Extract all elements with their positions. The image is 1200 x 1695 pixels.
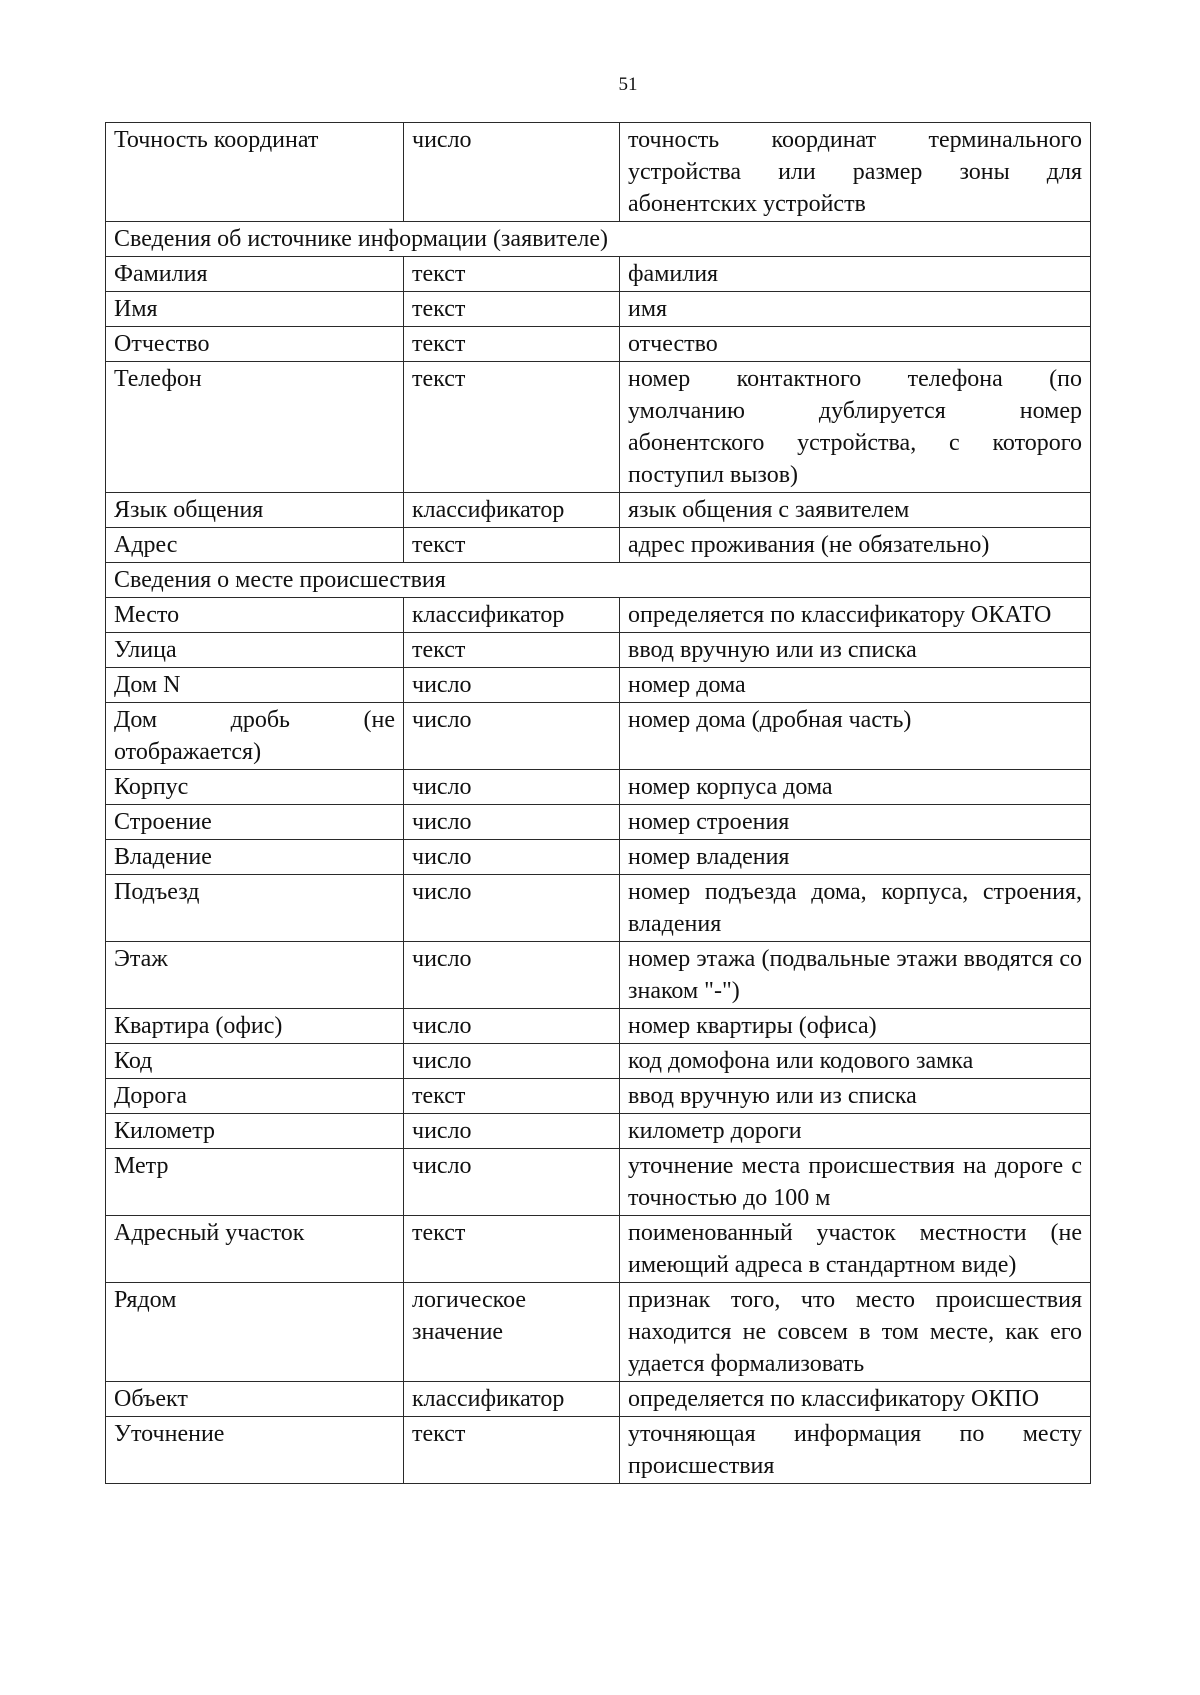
data-type-cell: текст	[404, 1417, 620, 1484]
table-row	[106, 493, 1091, 528]
data-type-cell: число	[404, 1009, 620, 1044]
section-title: Сведения о месте происшествия	[106, 563, 1091, 598]
data-type-cell: текст	[404, 528, 620, 563]
table-row	[106, 633, 1091, 668]
data-type-cell: число	[404, 840, 620, 875]
description-cell: километр дороги	[620, 1114, 1091, 1149]
field-name-cell: Строение	[106, 805, 404, 840]
table-row	[106, 805, 1091, 840]
description-cell: поименованный участок местности (не имеющий адреса в стандартном виде)	[620, 1216, 1091, 1283]
table-row	[106, 123, 1091, 222]
table-row	[106, 362, 1091, 493]
table-row	[106, 1009, 1091, 1044]
field-name-cell: Дом N	[106, 668, 404, 703]
description-cell: язык общения с заявителем	[620, 493, 1091, 528]
field-name-cell: Фамилия	[106, 257, 404, 292]
description-cell: номер этажа (подвальные этажи вводятся со знаком "-")	[620, 942, 1091, 1009]
table-row	[106, 942, 1091, 1009]
table-row	[106, 1114, 1091, 1149]
description-cell: точность координат терминального устройства или размер зоны для абонентских устройств	[620, 123, 1091, 222]
description-cell: отчество	[620, 327, 1091, 362]
data-type-cell: классификатор	[404, 598, 620, 633]
description-cell: адрес проживания (не обязательно)	[620, 528, 1091, 563]
field-name-cell: Точность координат	[106, 123, 404, 222]
section-header-row	[106, 222, 1091, 257]
table-row	[106, 840, 1091, 875]
table-row	[106, 875, 1091, 942]
data-type-cell: текст	[404, 633, 620, 668]
data-type-cell: число	[404, 942, 620, 1009]
section-header-row	[106, 563, 1091, 598]
data-type-cell: число	[404, 123, 620, 222]
attributes-table-body	[106, 123, 1091, 1484]
field-name-cell: Улица	[106, 633, 404, 668]
field-name-cell: Язык общения	[106, 493, 404, 528]
description-cell: номер контактного телефона (по умолчанию дублируется номер абонентского устройства, с которого поступил вызов)	[620, 362, 1091, 493]
data-type-cell: логическое значение	[404, 1283, 620, 1382]
field-name-cell: Дом дробь (не отображается)	[106, 703, 404, 770]
description-cell: уточнение места происшествия на дороге с точностью до 100 м	[620, 1149, 1091, 1216]
field-name-cell: Имя	[106, 292, 404, 327]
data-type-cell: число	[404, 703, 620, 770]
field-name-cell: Квартира (офис)	[106, 1009, 404, 1044]
field-name-cell: Километр	[106, 1114, 404, 1149]
attributes-table	[105, 122, 1091, 1484]
data-type-cell: классификатор	[404, 493, 620, 528]
description-cell: уточняющая информация по месту происшествия	[620, 1417, 1091, 1484]
field-name-cell: Код	[106, 1044, 404, 1079]
description-cell: определяется по классификатору ОКАТО	[620, 598, 1091, 633]
field-name-cell: Адрес	[106, 528, 404, 563]
description-cell: фамилия	[620, 257, 1091, 292]
table-row	[106, 1149, 1091, 1216]
data-type-cell: число	[404, 1114, 620, 1149]
table-row	[106, 668, 1091, 703]
data-type-cell: текст	[404, 327, 620, 362]
description-cell: номер корпуса дома	[620, 770, 1091, 805]
data-type-cell: текст	[404, 1216, 620, 1283]
page-number: 51	[618, 74, 638, 95]
description-cell: определяется по классификатору ОКПО	[620, 1382, 1091, 1417]
data-type-cell: текст	[404, 292, 620, 327]
field-name-cell: Рядом	[106, 1283, 404, 1382]
table-row	[106, 703, 1091, 770]
description-cell: номер дома	[620, 668, 1091, 703]
table-row	[106, 528, 1091, 563]
field-name-cell: Метр	[106, 1149, 404, 1216]
field-name-cell: Место	[106, 598, 404, 633]
table-row	[106, 1417, 1091, 1484]
field-name-cell: Телефон	[106, 362, 404, 493]
description-cell: ввод вручную или из списка	[620, 633, 1091, 668]
table-row	[106, 327, 1091, 362]
table-row	[106, 770, 1091, 805]
description-cell: номер владения	[620, 840, 1091, 875]
data-type-cell: число	[404, 770, 620, 805]
description-cell: номер подъезда дома, корпуса, строения, владения	[620, 875, 1091, 942]
field-name-cell: Отчество	[106, 327, 404, 362]
table-row	[106, 292, 1091, 327]
description-cell: номер квартиры (офиса)	[620, 1009, 1091, 1044]
description-cell: ввод вручную или из списка	[620, 1079, 1091, 1114]
data-type-cell: текст	[404, 362, 620, 493]
table-row	[106, 257, 1091, 292]
table-row	[106, 598, 1091, 633]
data-type-cell: число	[404, 668, 620, 703]
data-type-cell: текст	[404, 1079, 620, 1114]
field-name-cell: Корпус	[106, 770, 404, 805]
description-cell: номер строения	[620, 805, 1091, 840]
data-type-cell: число	[404, 1149, 620, 1216]
description-cell: номер дома (дробная часть)	[620, 703, 1091, 770]
description-cell: признак того, что место происшествия находится не совсем в том месте, как его удается формализовать	[620, 1283, 1091, 1382]
description-cell: имя	[620, 292, 1091, 327]
data-type-cell: текст	[404, 257, 620, 292]
data-type-cell: число	[404, 805, 620, 840]
field-name-cell: Уточнение	[106, 1417, 404, 1484]
table-row	[106, 1216, 1091, 1283]
table-row	[106, 1382, 1091, 1417]
table-row	[106, 1283, 1091, 1382]
field-name-cell: Подъезд	[106, 875, 404, 942]
table-row	[106, 1044, 1091, 1079]
description-cell: код домофона или кодового замка	[620, 1044, 1091, 1079]
field-name-cell: Владение	[106, 840, 404, 875]
field-name-cell: Адресный участок	[106, 1216, 404, 1283]
data-type-cell: число	[404, 1044, 620, 1079]
data-type-cell: число	[404, 875, 620, 942]
field-name-cell: Объект	[106, 1382, 404, 1417]
data-type-cell: классификатор	[404, 1382, 620, 1417]
field-name-cell: Дорога	[106, 1079, 404, 1114]
section-title: Сведения об источнике информации (заявителе)	[106, 222, 1091, 257]
table-row	[106, 1079, 1091, 1114]
field-name-cell: Этаж	[106, 942, 404, 1009]
